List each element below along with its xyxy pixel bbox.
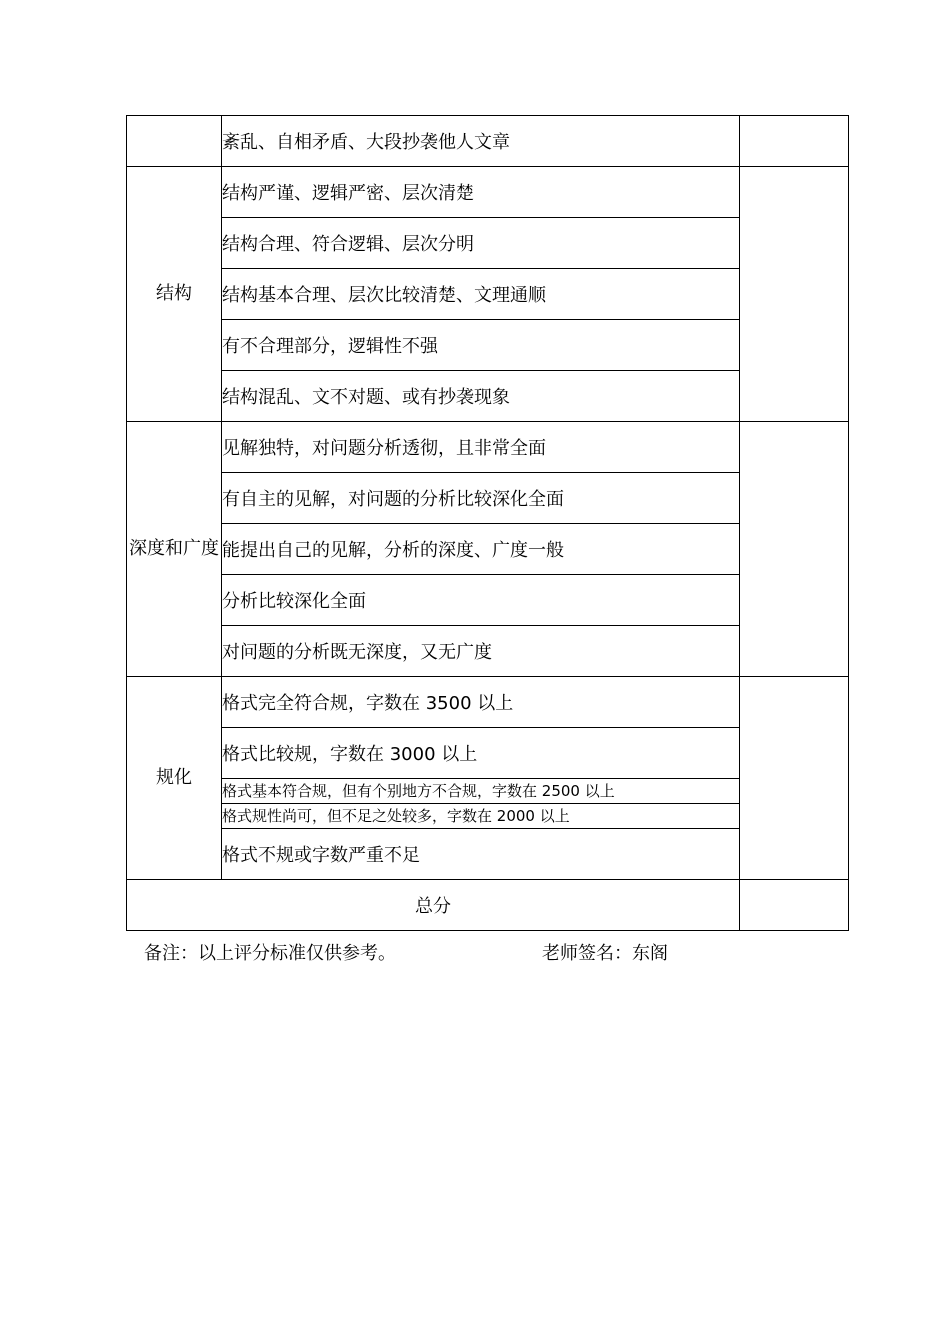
criterion-cell: 结构合理、符合逻辑、层次分明 <box>222 218 740 269</box>
criterion-cell: 结构严谨、逻辑严密、层次清楚 <box>222 167 740 218</box>
teacher-signature: 老师签名：东阁 <box>542 943 668 964</box>
score-cell-standardization <box>740 677 849 880</box>
score-cell-structure <box>740 167 849 422</box>
criterion-cell: 结构混乱、文不对题、或有抄袭现象 <box>222 371 740 422</box>
total-row <box>127 880 849 931</box>
table-row <box>127 422 849 473</box>
criterion-cell: 格式规性尚可，但不足之处较多，字数在 2000 以上 <box>222 804 740 829</box>
criterion-cell: 分析比较深化全面 <box>222 575 740 626</box>
criterion-cell: 有不合理部分，逻辑性不强 <box>222 320 740 371</box>
category-cell-structure: 结构 <box>127 167 222 422</box>
criterion-cell: 见解独特，对问题分析透彻，且非常全面 <box>222 422 740 473</box>
table-row <box>127 116 849 167</box>
criterion-cell: 格式不规或字数严重不足 <box>222 829 740 880</box>
score-cell-depth-breadth <box>740 422 849 677</box>
category-cell <box>127 116 222 167</box>
total-score-cell <box>740 880 849 931</box>
criterion-cell: 对问题的分析既无深度，又无广度 <box>222 626 740 677</box>
category-cell-depth-breadth: 深度和广度 <box>127 422 222 677</box>
criterion-cell: 紊乱、自相矛盾、大段抄袭他人文章 <box>222 116 740 167</box>
table-row <box>127 677 849 728</box>
criterion-cell: 格式完全符合规，字数在 3500 以上 <box>222 677 740 728</box>
score-cell <box>740 116 849 167</box>
criterion-cell: 格式基本符合规，但有个别地方不合规，字数在 2500 以上 <box>222 779 740 804</box>
criterion-cell: 格式比较规，字数在 3000 以上 <box>222 728 740 779</box>
total-label: 总分 <box>127 880 740 931</box>
table-row <box>127 167 849 218</box>
criterion-cell: 能提出自己的见解，分析的深度、广度一般 <box>222 524 740 575</box>
criterion-cell: 有自主的见解，对问题的分析比较深化全面 <box>222 473 740 524</box>
criterion-cell: 结构基本合理、层次比较清楚、文理通顺 <box>222 269 740 320</box>
footer-note: 备注：以上评分标准仅供参考。 <box>144 943 396 964</box>
category-cell-standardization: 规化 <box>127 677 222 880</box>
grading-table <box>126 115 849 931</box>
